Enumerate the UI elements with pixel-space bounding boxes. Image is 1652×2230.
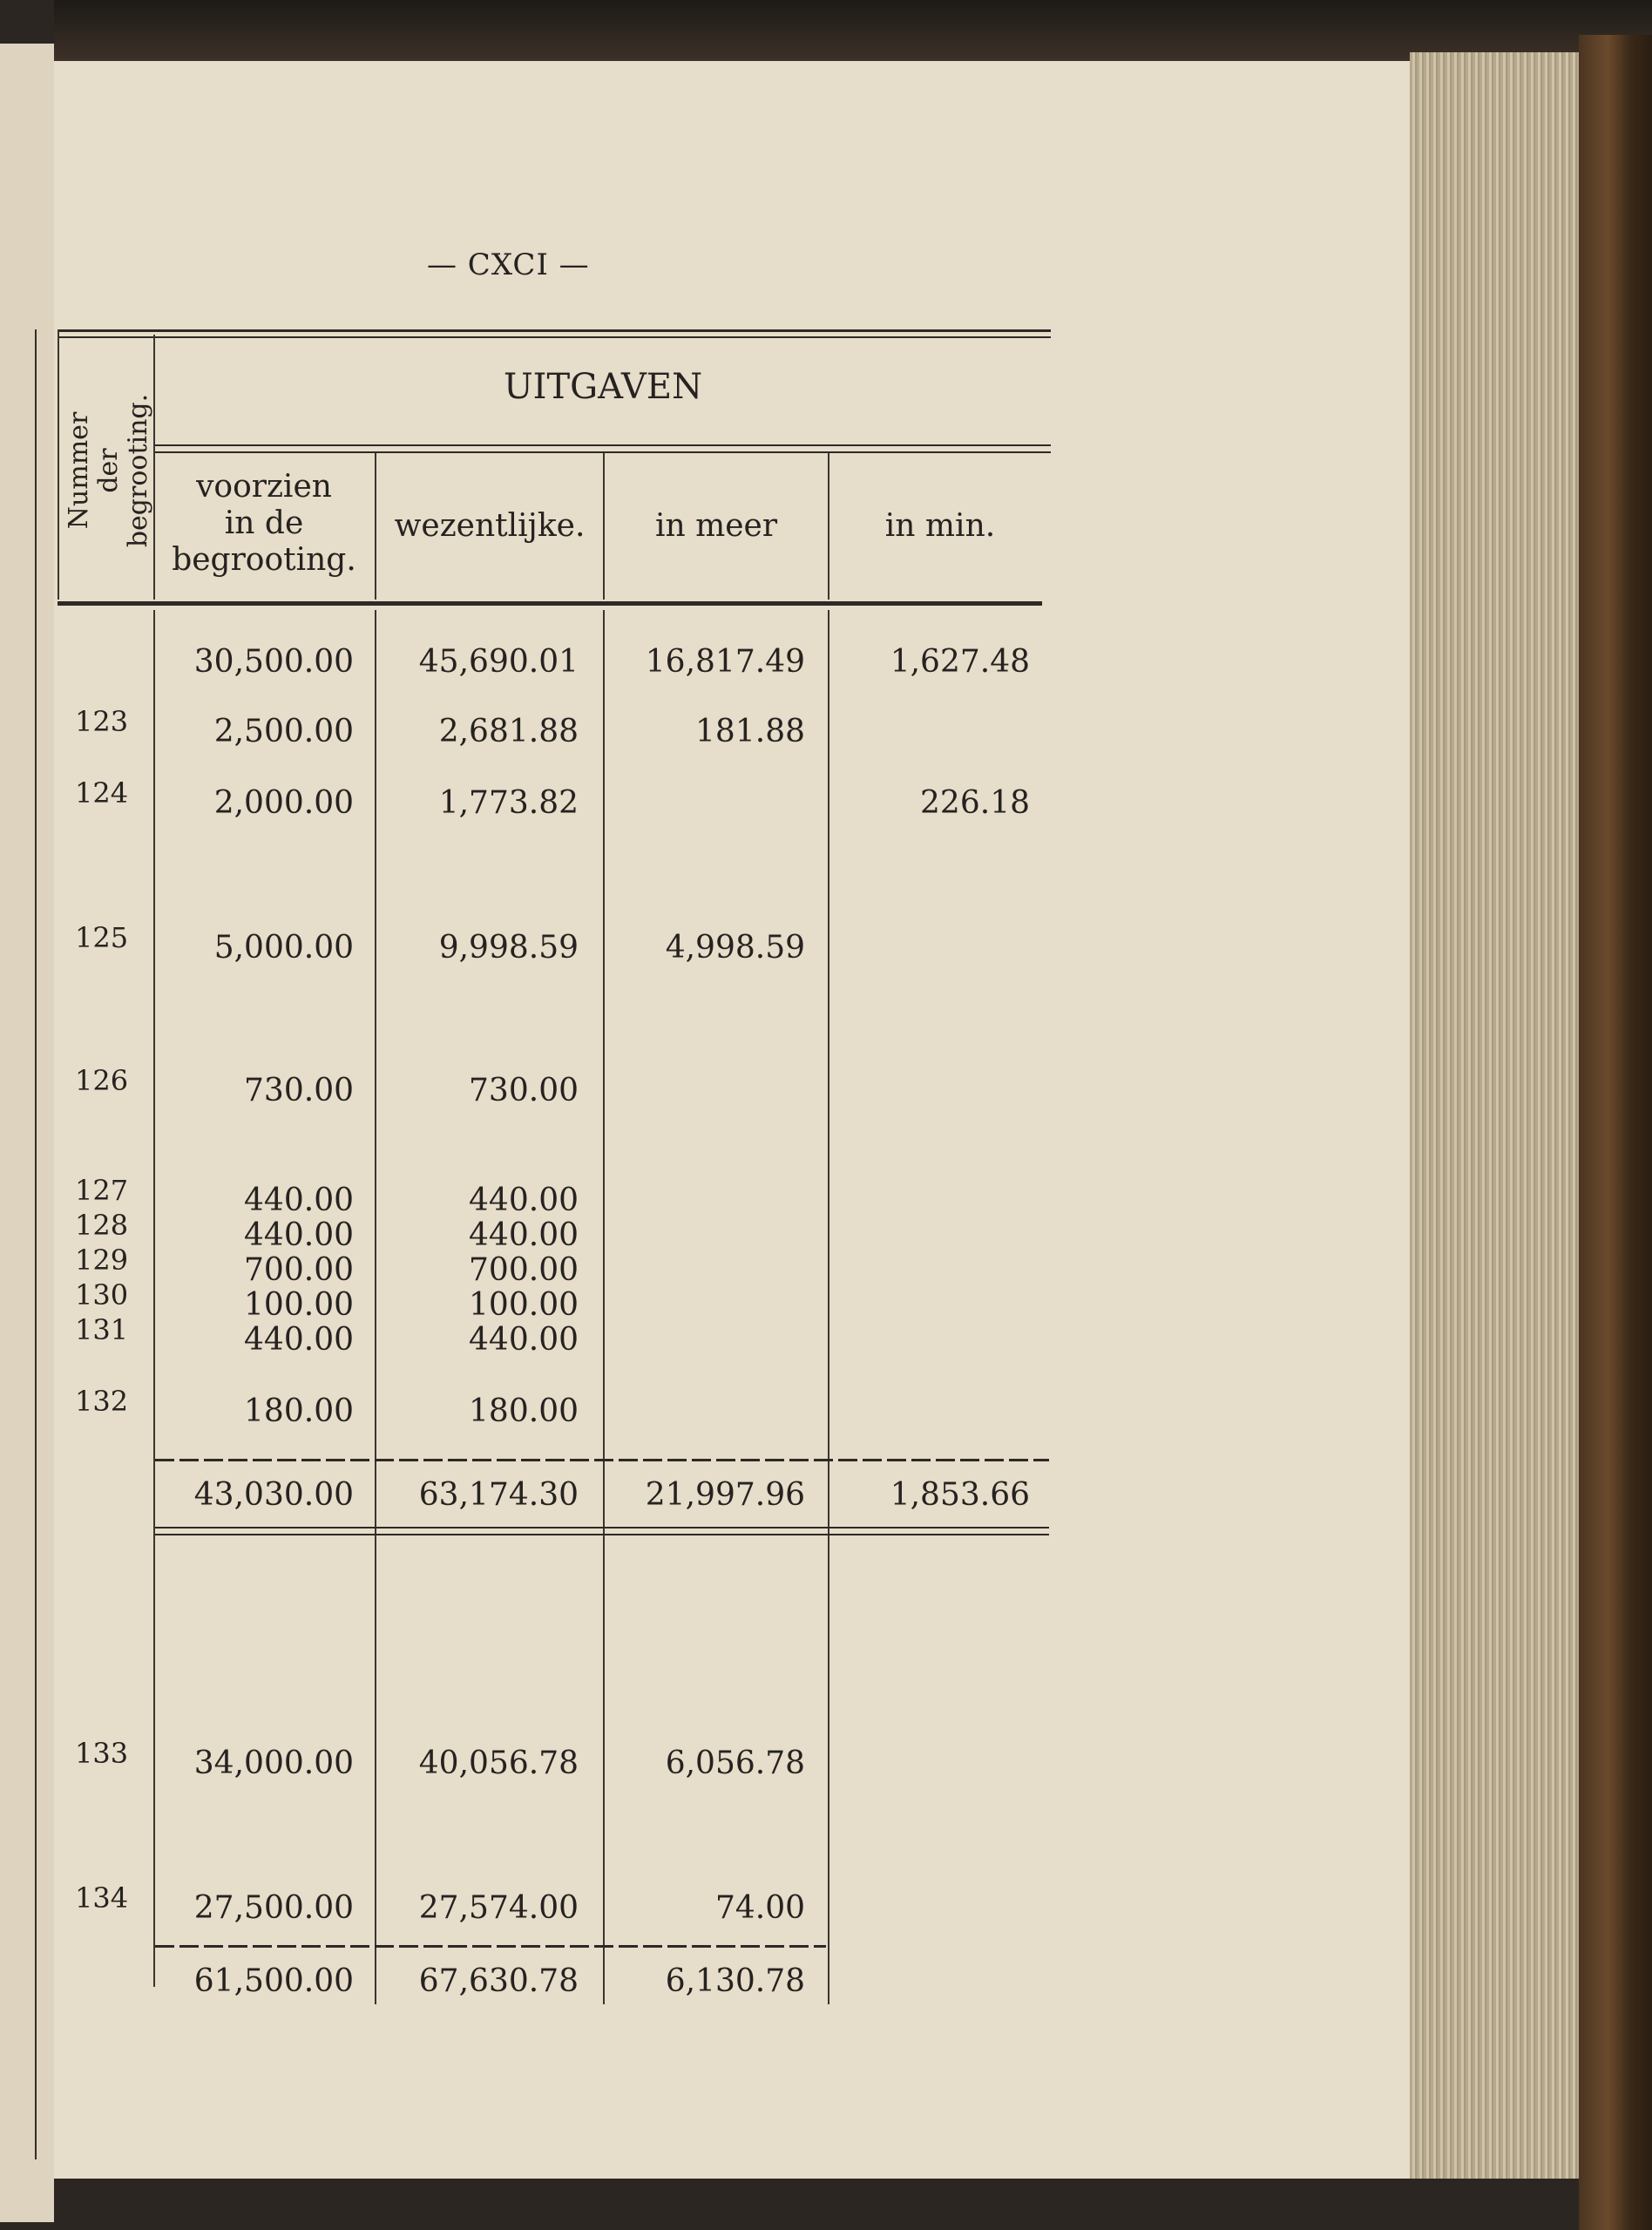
page-block-edge	[1410, 52, 1584, 2179]
row-number: 125	[75, 921, 129, 954]
col-header-voorzien-3: begrooting.	[172, 542, 356, 578]
subtotal-1-wezenlijke: 63,174.30	[418, 1477, 579, 1513]
cell-voorzien: 34,000.00	[193, 1745, 354, 1781]
cell-voorzien: 100.00	[244, 1287, 354, 1323]
row-number: 128	[75, 1209, 129, 1242]
subtotal-2-wezenlijke: 67,630.78	[418, 1963, 579, 1999]
header-divider-1	[375, 453, 376, 600]
rotated-header-line-1: Nummer	[64, 411, 94, 530]
cell-wezenlijke: 100.00	[469, 1287, 579, 1323]
cell-wezenlijke: 440.00	[469, 1322, 579, 1358]
cell-wezenlijke: 440.00	[469, 1217, 579, 1253]
cell-voorzien: 2,500.00	[213, 714, 354, 749]
subtotal-2-rule	[155, 1945, 826, 1948]
row-number: 124	[75, 776, 129, 810]
cell-wezenlijke: 730.00	[469, 1073, 579, 1108]
book-cover-edge	[1579, 35, 1652, 2230]
row-number: 133	[75, 1737, 129, 1770]
col-header-voorzien	[157, 469, 371, 579]
cell-min: 226.18	[920, 785, 1030, 821]
cell-meer: 181.88	[695, 714, 805, 749]
cell-voorzien: 30,500.00	[193, 644, 354, 680]
cell-voorzien: 440.00	[244, 1322, 354, 1358]
cell-voorzien: 180.00	[244, 1393, 354, 1429]
cell-meer: 4,998.59	[665, 930, 805, 966]
cell-min: 1,627.48	[890, 644, 1030, 680]
col-header-min: in min.	[884, 508, 996, 544]
cell-voorzien: 440.00	[244, 1217, 354, 1253]
group-header: UITGAVEN	[503, 367, 703, 407]
cell-voorzien: 730.00	[244, 1073, 354, 1108]
cell-wezenlijke: 700.00	[469, 1252, 579, 1288]
cell-wezenlijke: 1,773.82	[438, 785, 579, 821]
subtotal-1-voorzien: 43,030.00	[193, 1477, 354, 1513]
rotated-header-line-2: der	[93, 448, 124, 493]
body-divider-nr	[153, 610, 155, 1987]
cell-voorzien: 440.00	[244, 1183, 354, 1218]
subtotal-1-double-rule-2	[155, 1534, 1049, 1535]
row-number: 127	[75, 1174, 129, 1207]
cell-voorzien: 700.00	[244, 1252, 354, 1288]
row-number: 134	[75, 1881, 129, 1915]
row-number: 130	[75, 1278, 129, 1312]
col-header-meer: in meer	[654, 508, 778, 544]
cell-voorzien: 5,000.00	[213, 930, 354, 966]
rotated-header-line-3: begrooting.	[123, 393, 153, 548]
top-rule	[58, 329, 1051, 332]
row-number: 123	[75, 705, 129, 738]
group-rule	[155, 444, 1051, 446]
table-left-border	[58, 329, 59, 600]
cell-wezenlijke: 40,056.78	[418, 1745, 579, 1781]
cell-voorzien: 2,000.00	[213, 785, 354, 821]
cell-wezenlijke: 180.00	[469, 1393, 579, 1429]
rotated-header	[61, 366, 157, 575]
header-divider-3	[828, 453, 829, 600]
cell-voorzien: 27,500.00	[193, 1890, 354, 1926]
subtotal-2-voorzien: 61,500.00	[193, 1963, 354, 1999]
col-header-voorzien-2: in de	[224, 505, 304, 541]
header-bottom-rule	[58, 601, 1042, 606]
subtotal-1-min: 1,853.66	[890, 1477, 1030, 1513]
gutter-line	[35, 329, 37, 2159]
cell-wezenlijke: 45,690.01	[418, 644, 579, 680]
header-divider-2	[603, 453, 605, 600]
row-number: 129	[75, 1244, 129, 1277]
cell-wezenlijke: 27,574.00	[418, 1890, 579, 1926]
subtotal-1-meer: 21,997.96	[645, 1477, 805, 1513]
row-number: 131	[75, 1313, 129, 1346]
cell-meer: 74.00	[714, 1890, 805, 1926]
cell-wezenlijke: 9,998.59	[438, 930, 579, 966]
row-number: 126	[75, 1064, 129, 1097]
subtotal-1-double-rule	[155, 1527, 1049, 1528]
page-header: — CXCI —	[427, 247, 590, 282]
cell-meer: 6,056.78	[665, 1745, 805, 1781]
col-header-wezenlijke: wezentlijke.	[394, 508, 586, 544]
col-header-voorzien-1: voorzien	[196, 469, 332, 505]
row-number: 132	[75, 1385, 129, 1418]
body-divider-2	[603, 610, 605, 2004]
subtotal-2-meer: 6,130.78	[665, 1963, 805, 1999]
subtotal-1-rule	[155, 1459, 1049, 1461]
cell-meer: 16,817.49	[645, 644, 805, 680]
cell-wezenlijke: 440.00	[469, 1183, 579, 1218]
left-page-edge	[0, 44, 54, 2222]
top-rule-2	[58, 336, 1051, 338]
cell-wezenlijke: 2,681.88	[438, 714, 579, 749]
